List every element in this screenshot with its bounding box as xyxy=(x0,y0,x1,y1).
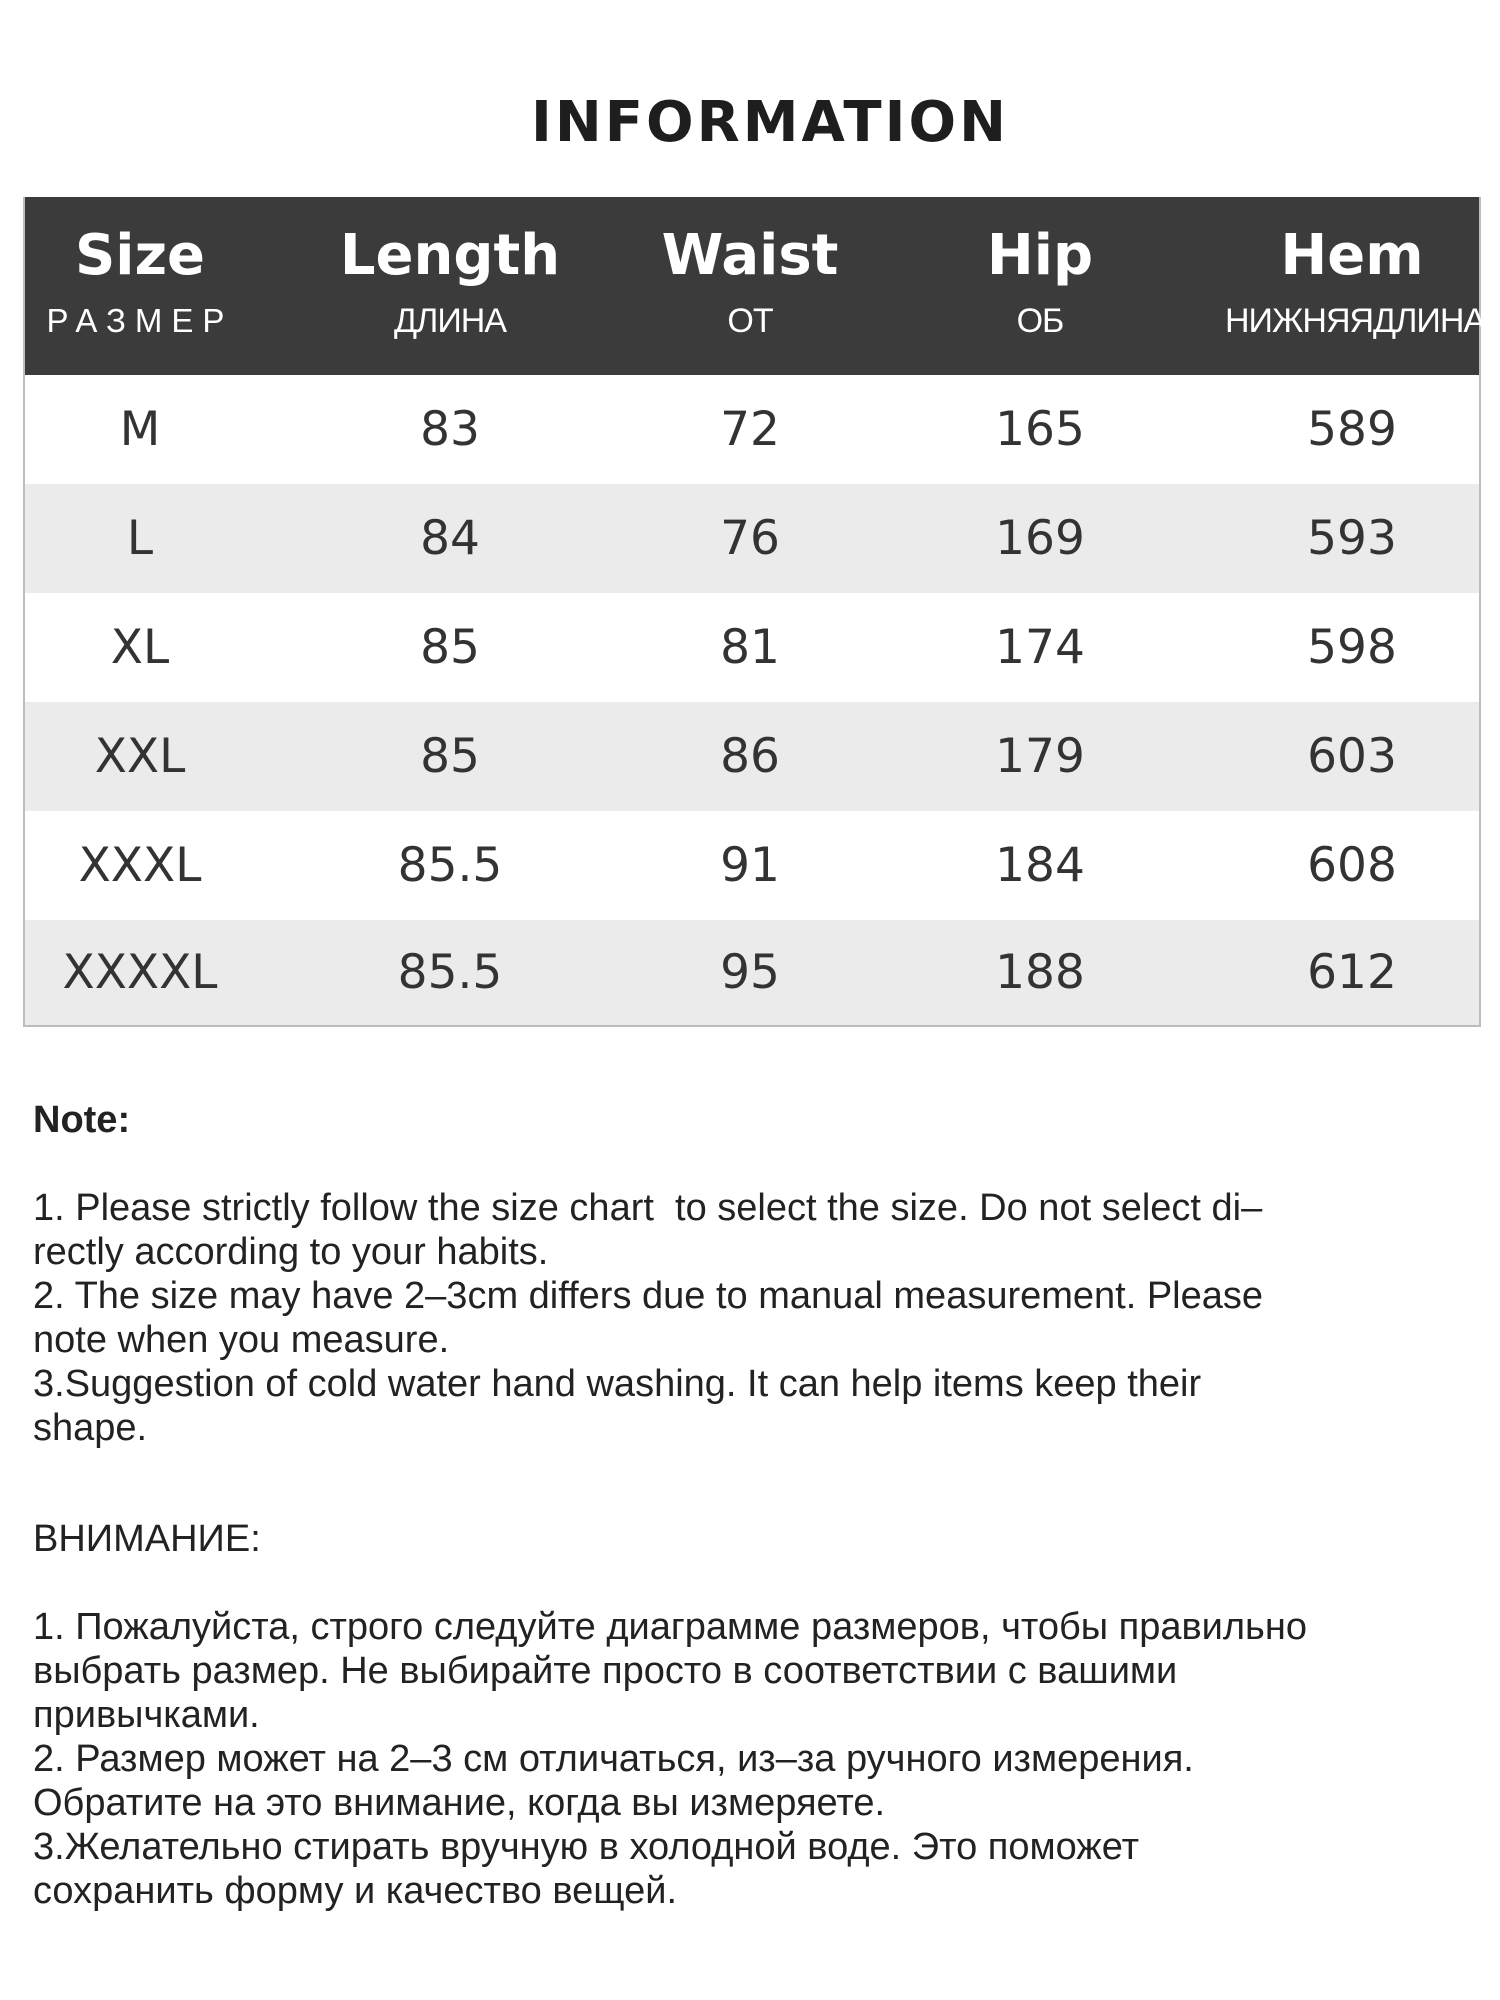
cell-hem: 598 xyxy=(1307,619,1397,675)
note-en-line: 1. Please strictly follow the size chart to select the size. Do not select di– xyxy=(33,1187,1263,1229)
cell-hem: 603 xyxy=(1307,728,1397,784)
header-hem-en: Hem xyxy=(1280,223,1424,288)
cell-length: 85.5 xyxy=(397,944,503,1000)
header-waist xyxy=(645,197,855,375)
note-ru-line: 1. Пожалуйста, строго следуйте диаграмме размеров, чтобы правильно xyxy=(33,1606,1307,1648)
cell-waist: 91 xyxy=(720,837,780,893)
cell-waist: 72 xyxy=(720,401,780,457)
header-size-en: Size xyxy=(74,223,206,288)
cell-hip: 174 xyxy=(995,619,1085,675)
note-ru-section xyxy=(33,1517,1463,1913)
table-row xyxy=(25,920,1479,1025)
cell-waist: 81 xyxy=(720,619,780,675)
header-hip xyxy=(855,197,1225,375)
note-ru-line: привычками. xyxy=(33,1694,260,1736)
note-ru-heading: ВНИМАНИЕ: xyxy=(33,1518,261,1560)
cell-size: XXXL xyxy=(78,837,202,893)
header-length xyxy=(255,197,645,375)
table-row xyxy=(25,593,1479,702)
note-en-line: shape. xyxy=(33,1407,148,1449)
header-length-ru: ДЛИНА xyxy=(393,302,506,340)
cell-hem: 608 xyxy=(1307,837,1397,893)
cell-hip: 188 xyxy=(995,944,1085,1000)
cell-hip: 165 xyxy=(995,401,1085,457)
header-waist-en: Waist xyxy=(661,223,839,288)
cell-waist: 95 xyxy=(720,944,780,1000)
cell-length: 85 xyxy=(420,728,480,784)
header-hem-ru: НИЖНЯЯДЛИНА xyxy=(1225,302,1486,340)
table-row xyxy=(25,702,1479,811)
note-ru-line: сохранить форму и качество вещей. xyxy=(33,1870,677,1912)
cell-length: 85.5 xyxy=(397,837,503,893)
cell-hip: 179 xyxy=(995,728,1085,784)
cell-size: XXL xyxy=(94,728,186,784)
header-waist-ru: ОТ xyxy=(727,302,773,340)
cell-hip: 169 xyxy=(995,510,1085,566)
table-row xyxy=(25,811,1479,920)
cell-size: XXXXL xyxy=(62,944,218,1000)
cell-hem: 612 xyxy=(1307,944,1397,1000)
cell-length: 83 xyxy=(420,401,480,457)
cell-hem: 593 xyxy=(1307,510,1397,566)
cell-length: 85 xyxy=(420,619,480,675)
note-en-line: 2. The size may have 2–3cm differs due to manual measurement. Please xyxy=(33,1275,1264,1317)
note-ru-line: выбрать размер. Не выбирайте просто в соответствии с вашими xyxy=(33,1650,1178,1692)
cell-hip: 184 xyxy=(995,837,1085,893)
cell-size: L xyxy=(126,510,154,566)
cell-waist: 86 xyxy=(720,728,780,784)
cell-hem: 589 xyxy=(1307,401,1397,457)
note-en-line: rectly according to your habits. xyxy=(33,1231,549,1273)
note-en-line: note when you measure. xyxy=(33,1319,450,1361)
header-size xyxy=(25,197,255,375)
note-en-line: 3.Suggestion of cold water hand washing. It can help items keep their xyxy=(33,1363,1202,1405)
table-row xyxy=(25,484,1479,593)
header-size-ru: РАЗМЕР xyxy=(46,302,234,339)
page-title: INFORMATION xyxy=(531,90,1009,155)
note-ru-line: Обратите на это внимание, когда вы измеряете. xyxy=(33,1782,886,1824)
cell-size: M xyxy=(119,401,161,457)
header-hem xyxy=(1225,197,1486,375)
header-length-en: Length xyxy=(339,223,561,288)
note-en-section xyxy=(33,1098,1463,1450)
note-ru-line: 3.Желательно стирать вручную в холодной воде. Это поможет xyxy=(33,1826,1140,1868)
cell-waist: 76 xyxy=(720,510,780,566)
size-chart-table xyxy=(23,197,1486,1027)
note-en-heading: Note: xyxy=(33,1099,131,1141)
header-hip-ru: ОБ xyxy=(1016,302,1064,340)
cell-size: XL xyxy=(110,619,170,675)
table-header xyxy=(25,197,1486,375)
header-hip-en: Hip xyxy=(986,223,1094,288)
table-row xyxy=(25,375,1479,484)
cell-length: 84 xyxy=(420,510,480,566)
note-ru-line: 2. Размер может на 2–3 см отличаться, из–за ручного измерения. xyxy=(33,1738,1194,1780)
